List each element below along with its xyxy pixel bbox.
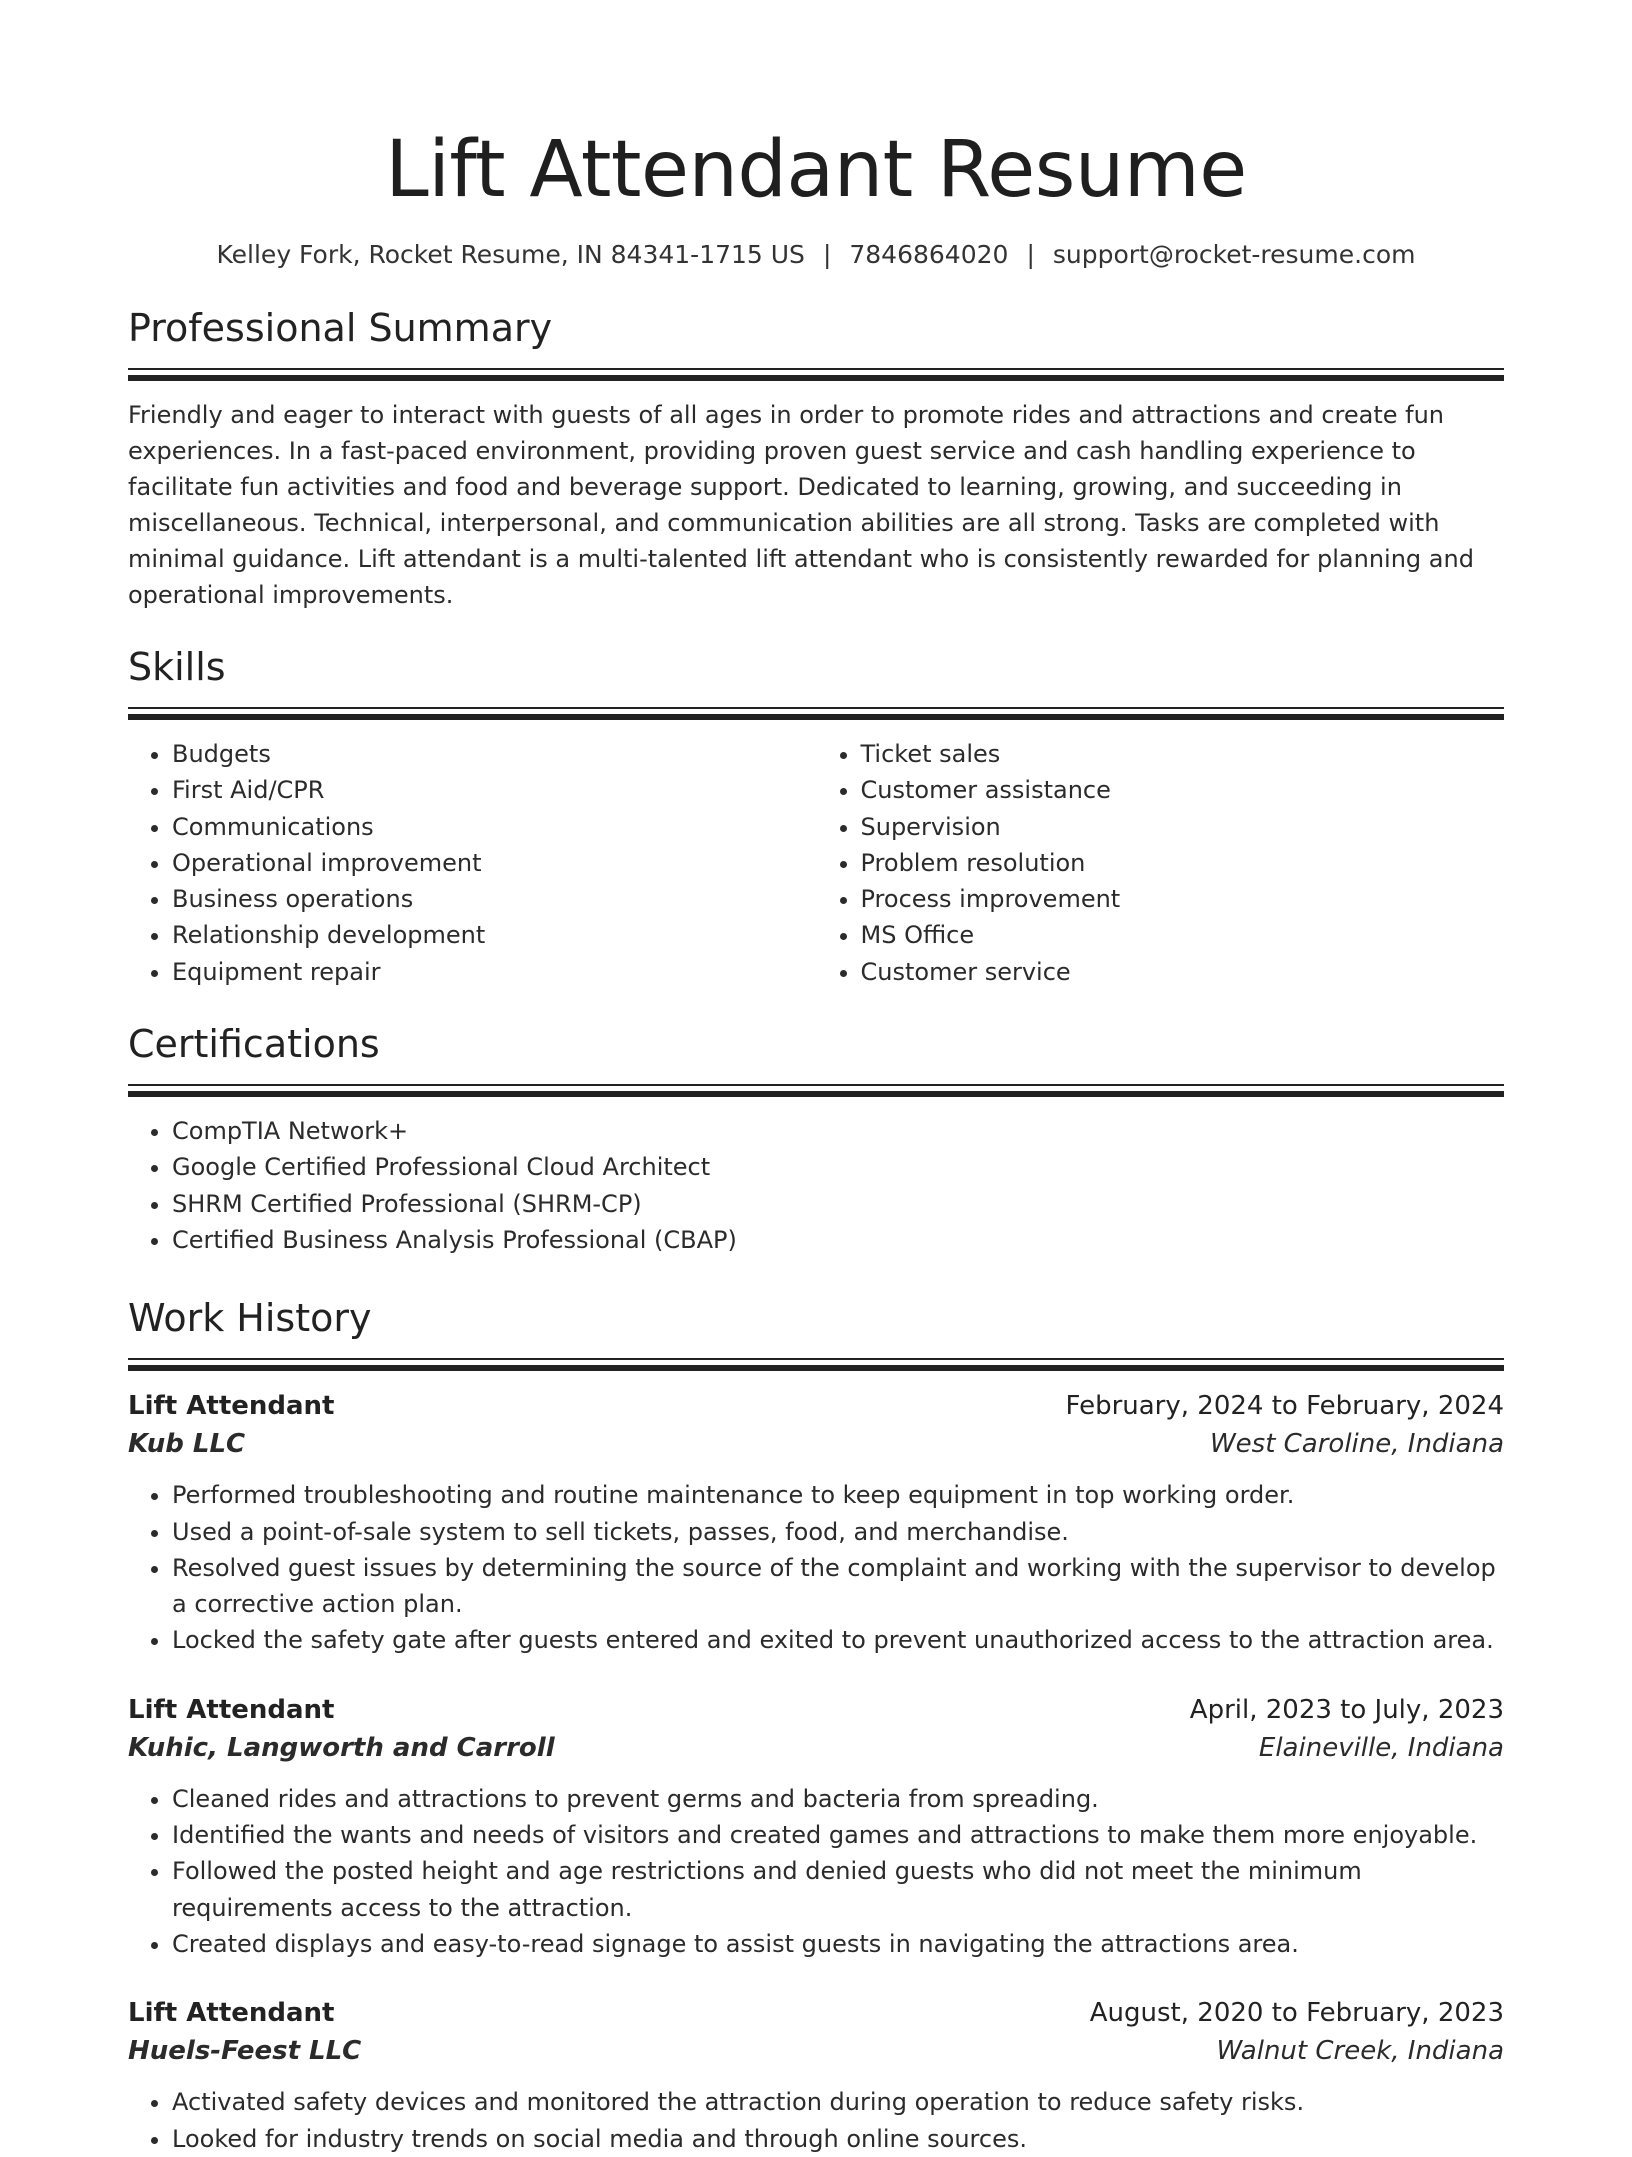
section-heading-work-history: Work History [128,1296,372,1341]
skill-item: • Supervision [861,809,1505,845]
certifications-list [128,1113,1504,1258]
job-entry [128,1387,1504,1658]
section-heading-certifications: Certifications [128,1022,380,1067]
certifications-section [128,1018,1504,1258]
summary-text: Friendly and eager to interact with guests of all ages in order to promote rides and attractions and create fun experiences. In a fast-paced environment, providing proven guest service and cash handling experience to facilitate fun activities and food and beverage support. Dedicated to learning, growing, and succeeding in miscellaneous. Technical, interpersonal, and communication abilities are all strong. Tasks are completed with minimal guidance. Lift attendant is a multi-talented lift attendant who is consistently rewarded for planning and operational improvements. [128,401,1474,609]
contact-line [128,238,1504,272]
job-title: Lift Attendant [128,1998,335,2029]
skill-item: • Operational improvement [172,845,816,881]
contact-phone: 7846864020 [849,240,1009,269]
job-bullet: • Resolved guest issues by determining the source of the complaint and working with the supervisor to develop a corrective action plan. [172,1550,1504,1623]
skill-item: • MS Office [861,917,1505,953]
summary-section [128,302,1504,613]
job-bullet: • Created displays and easy-to-read signage to assist guests in navigating the attractions area. [172,1926,1504,1962]
skill-item: • Ticket sales [861,736,1505,772]
contact-separator: | [822,240,832,269]
job-bullet: • Locked the safety gate after guests entered and exited to prevent unauthorized access to the attraction area. [172,1622,1504,1658]
job-title: Lift Attendant [128,1391,335,1422]
job-title: Lift Attendant [128,1694,335,1725]
skill-item: • Relationship development [172,917,816,953]
job-company: Huels-Feest LLC [128,2036,362,2067]
job-company: Kub LLC [128,1429,246,1460]
section-divider [128,368,1504,381]
certification-item: • SHRM Certified Professional (SHRM-CP) [172,1186,1504,1222]
job-entry [128,1994,1504,2157]
job-bullet: • Cleaned rides and attractions to prevent germs and bacteria from spreading. [172,1781,1504,1817]
resume-page [128,0,1504,2157]
section-heading-summary: Professional Summary [128,306,553,350]
skills-list-right [816,736,1505,990]
skills-grid [128,736,1504,990]
skills-section [128,641,1504,990]
job-company: Kuhic, Langworth and Carroll [128,1732,555,1763]
skill-item: • Process improvement [861,881,1505,917]
job-bullet: • Used a point-of-sale system to sell tickets, passes, food, and merchandise. [172,1514,1504,1550]
job-bullet: • Identified the wants and needs of visitors and created games and attractions to make them more enjoyable. [172,1817,1504,1853]
contact-separator: | [1026,240,1035,269]
skill-item: • First Aid/CPR [172,772,816,808]
job-bullets [128,1781,1504,1962]
skill-item: • Communications [172,809,816,845]
section-heading-skills: Skills [128,645,226,689]
job-bullet: • Looked for industry trends on social media and through online sources. [172,2121,1504,2157]
job-bullet: • Performed troubleshooting and routine maintenance to keep equipment in top working order. [172,1477,1504,1513]
job-dates: February, 2024 to February, 2024 [1065,1391,1504,1422]
skill-item: • Budgets [172,736,816,772]
skill-item: • Business operations [172,881,816,917]
certification-item: • Certified Business Analysis Professional (CBAP) [172,1222,1504,1258]
job-location: Walnut Creek, Indiana [1216,2036,1504,2067]
skills-list-left [128,736,816,990]
job-location: West Caroline, Indiana [1209,1429,1504,1460]
work-history-section [128,1292,1504,2157]
certification-item: • CompTIA Network+ [172,1113,1504,1149]
contact-address: Kelley Fork, Rocket Resume, IN 84341-1715 US [216,240,805,269]
job-bullets [128,2084,1504,2157]
job-bullets [128,1477,1504,1658]
job-entry [128,1691,1504,1962]
page-title: Lift Attendant Resume [385,125,1247,215]
section-divider [128,1358,1504,1371]
job-bullet: • Activated safety devices and monitored the attraction during operation to reduce safety risks. [172,2084,1504,2120]
section-divider [128,707,1504,720]
job-location: Elaineville, Indiana [1258,1732,1504,1763]
contact-email[interactable]: support@rocket-resume.com [1052,240,1416,269]
certification-item: • Google Certified Professional Cloud Architect [172,1149,1504,1185]
job-bullet: • Followed the posted height and age restrictions and denied guests who did not meet the minimum requirements access to the attraction. [172,1853,1504,1926]
job-dates: August, 2020 to February, 2023 [1089,1998,1504,2029]
skill-item: • Customer service [861,954,1505,990]
skill-item: • Customer assistance [861,772,1505,808]
section-divider [128,1084,1504,1097]
job-dates: April, 2023 to July, 2023 [1189,1694,1504,1725]
skill-item: • Equipment repair [172,954,816,990]
skill-item: • Problem resolution [861,845,1505,881]
